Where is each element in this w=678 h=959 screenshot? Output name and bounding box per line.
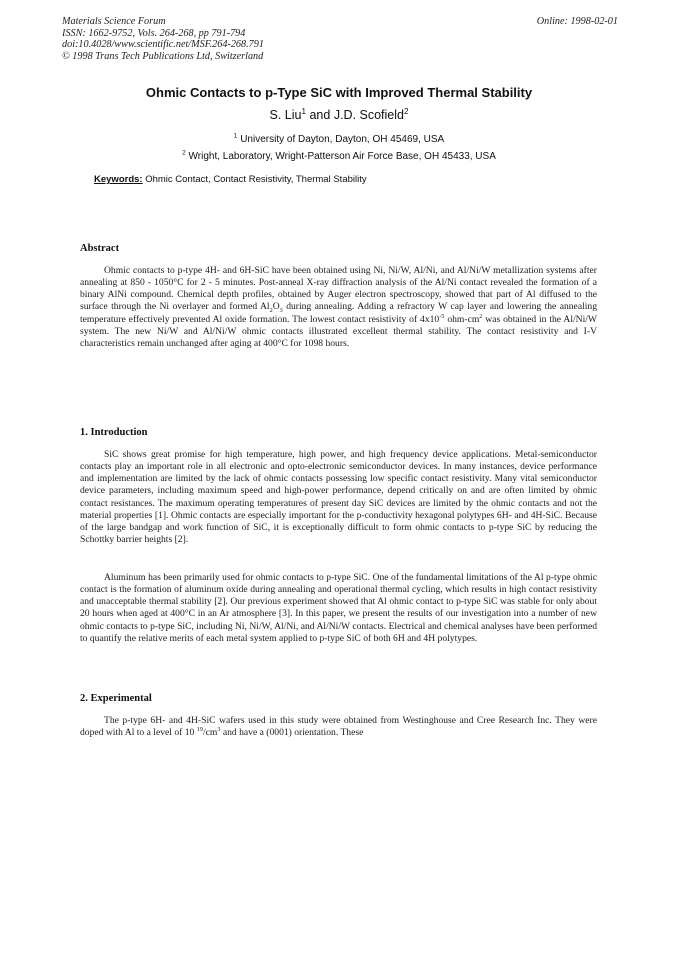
abstract-heading: Abstract bbox=[80, 243, 120, 254]
abstract-paragraph: Ohmic contacts to p-type 4H- and 6H-SiC have been obtained using Ni, Ni/W, Al/Ni, and Al/Ni/W metallization systems after annealing at 850 - 1050°C for 2 - 5 minutes. Post-anneal X-ray diffraction analysis of the Al/Ni contact revealed the formation of a binary AlNi compound. Chemical depth profiles, obtained by Auger electron spectroscopy, showed that part of Al diffused to the surface through the Ni overlayer and formed $Al_2O_3$ during annealing. Adding a refractory W cap layer and lowering the annealing temperature effectively prevented Al oxide formation. The lowest contact resistivity of $4x10^{-5}$ ohm-$cm^2$ was obtained in the Al/Ni/W system. The new Ni/W and Al/Ni/W ohmic contacts illustrated excellent thermal stability. The contact resistivity and I-V characteristics remain unchanged after aging at 400°C for 1098 hours. bbox=[80, 265, 598, 349]
introduction-paragraph-1: SiC shows great promise for high temperature, high power, and high frequency device applications. Metal-semiconductor contacts play an important role in all electronic and opto-electronic semiconductor devices. In many instances, device performance and implementation are limited by the lack of ohmic contacts possessing low specific contact resistivity. Many vital semiconductor device parameters, including maximum speed and high-power performance, depend critically on and are often limited by ohmic contact resistances. The maximum operating temperatures of present day SiC devices are limited by the ohmic contacts and not the material properties [1]. Ohmic contacts are especially important for the p-conductivity hexagonal polytypes 6H- and 4H-SiC. Because of the large bandgap and work function of SiC, it is exceptionally difficult to form ohmic contacts to p-type SiC by reducing the Schottky barrier heights [2]. bbox=[80, 449, 597, 546]
keywords-label: Keywords: bbox=[94, 174, 143, 185]
introduction-paragraph-2: Aluminum has been primarily used for ohmic contacts to p-type SiC. One of the fundamental limitations of the Al p-type ohmic contact is the formation of aluminum oxide during annealing and operational thermal cycling, which results in high contact resistivity and unacceptable thermal stability [2]. Our previous experiment showed that Al ohmic contact to p-type SiC was stable for only about 20 hours when aged at 400°C in an Ar atmosphere [3]. In this paper, we present the results of our investigation into a number of new ohmic contacts to p-type SiC, including Ni, Ni/W, Al/Ni, and Al/Ni/W contacts. Electrical and chemical analyses have been performed to quantify the relative merits of each metal system applied to p-type SiC of both 6H and 4H polytypes. bbox=[80, 572, 597, 644]
keywords bbox=[94, 174, 367, 185]
affiliation-2-text: Wright, Laboratory, Wright-Patterson Air Force Base, OH 45433, USA bbox=[188, 151, 496, 162]
author-1: S. Liu bbox=[269, 108, 302, 122]
affiliation-1-text: University of Dayton, Dayton, OH 45469, USA bbox=[240, 134, 445, 145]
keywords-text: Ohmic Contact, Contact Resistivity, Thermal Stability bbox=[145, 174, 367, 185]
journal-name: Materials Science Forum bbox=[62, 16, 166, 27]
online-date: Online: 1998-02-01 bbox=[536, 16, 618, 27]
issn-line: ISSN: 1662-9752, Vols. 264-268, pp 791-794 bbox=[62, 27, 246, 39]
author-conjunction: and bbox=[309, 108, 331, 122]
experimental-paragraph-1: The p-type 6H- and 4H-SiC wafers used in this study were obtained from Westinghouse and Cree Research Inc. They were doped with Al to a level of 10 $^{19}/cm^3$ and have a (0001) orientation. These bbox=[80, 715, 597, 739]
paper-title: Ohmic Contacts to p-Type SiC with Improved Thermal Stability bbox=[145, 85, 533, 100]
affiliation-2 bbox=[0, 151, 678, 162]
author-2: J.D. Scofield bbox=[333, 108, 404, 122]
header-metadata bbox=[62, 16, 264, 62]
experimental-heading: 2. Experimental bbox=[80, 693, 152, 704]
affiliation-1-mark: 1 bbox=[233, 132, 238, 140]
copyright-line: © 1998 Trans Tech Publications Ltd, Switzerland bbox=[62, 50, 264, 62]
doi-line[interactable]: doi:10.4028/www.scientific.net/MSF.264-268.791 bbox=[62, 39, 264, 51]
author-line bbox=[0, 108, 678, 122]
affiliation-1 bbox=[0, 134, 678, 145]
author-1-affil-mark: 1 bbox=[301, 106, 306, 116]
affiliation-2-mark: 2 bbox=[182, 149, 186, 157]
author-2-affil-mark: 2 bbox=[403, 106, 409, 116]
introduction-heading: 1. Introduction bbox=[80, 427, 148, 438]
